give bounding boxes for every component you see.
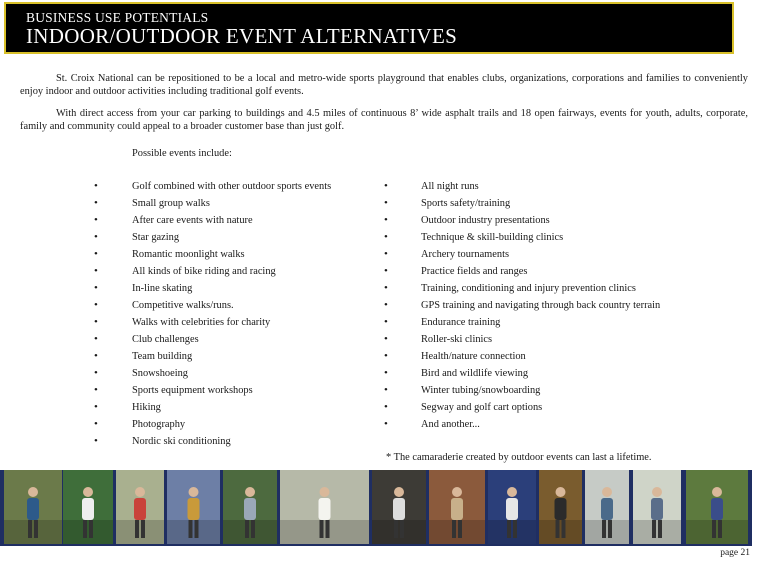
photo-workshop — [429, 470, 485, 544]
event-right-item-label: Bird and wildlife viewing — [421, 368, 529, 379]
photo-garden-couple — [4, 470, 62, 544]
bullet-icon: • — [94, 231, 98, 243]
event-left-item-label: Photography — [132, 419, 186, 430]
photo-nordic-walkers — [167, 470, 220, 544]
event-left-item-label: Small group walks — [132, 198, 210, 209]
event-right-item-label: And another... — [421, 419, 480, 430]
bullet-icon: • — [384, 197, 388, 209]
bullet-icon: • — [384, 350, 388, 362]
bullet-icon: • — [94, 197, 98, 209]
event-right-item-label: GPS training and navigating through back country terrain — [421, 300, 661, 311]
event-left-item-label: In-line skating — [132, 283, 193, 294]
footnote: * The camaraderie created by outdoor events can last a lifetime. — [386, 452, 652, 463]
event-right-item-label: Practice fields and ranges — [421, 266, 528, 277]
bullet-icon: • — [384, 418, 388, 430]
event-left-item-label: Romantic moonlight walks — [132, 249, 245, 260]
event-right-item-label: Archery tournaments — [421, 249, 510, 260]
event-left-item-label: All kinds of bike riding and racing — [132, 266, 276, 277]
event-left-item-label: Walks with celebrities for charity — [132, 317, 271, 328]
event-left-item-label: Sports equipment workshops — [132, 385, 253, 396]
events-intro-label: Possible events include: — [132, 148, 232, 159]
title-banner — [4, 2, 734, 54]
event-left-item-label: Nordic ski conditioning — [132, 436, 231, 447]
event-left-item-label: Club challenges — [132, 334, 199, 345]
bullet-icon: • — [384, 231, 388, 243]
bullet-icon: • — [94, 384, 98, 396]
event-left-item-label: After care events with nature — [132, 215, 253, 226]
bullet-icon: • — [384, 316, 388, 328]
bullet-icon: • — [94, 350, 98, 362]
bullet-icon: • — [384, 248, 388, 260]
event-right-item-label: Roller-ski clinics — [421, 334, 493, 345]
bullet-icon: • — [94, 401, 98, 413]
photo-hiker — [223, 470, 277, 544]
event-right-item-label: Segway and golf cart options — [421, 402, 543, 413]
bullet-icon: • — [384, 384, 388, 396]
event-left-item-label: Star gazing — [132, 232, 180, 243]
bullet-icon: • — [94, 282, 98, 294]
event-right-item-label: Technique & skill-building clinics — [421, 232, 564, 243]
photo-segway — [686, 470, 748, 544]
event-right-item-label: Training, conditioning and injury prevention clinics — [421, 283, 636, 294]
event-left-item-label: Team building — [132, 351, 193, 362]
bullet-icon: • — [94, 299, 98, 311]
event-left-item-label: Hiking — [132, 402, 161, 413]
event-right-item-label: Winter tubing/snowboarding — [421, 385, 541, 396]
bullet-icon: • — [94, 265, 98, 277]
intro-paragraph: St. Croix National can be repositioned to be a local and metro-wide sports playground that enables clubs, organizations, corporations and families to conveniently enjoy indoor and outdoor activities including traditional golf events. — [20, 73, 748, 97]
photo-runner — [372, 470, 426, 544]
bullet-icon: • — [94, 367, 98, 379]
bullet-icon: • — [384, 401, 388, 413]
access-paragraph: With direct access from your car parking to buildings and 4.5 miles of continuous 8’ wide asphalt trails and 18 open fairways, events for youth, adults, corporate, family and community could appeal to a broader customer base than just golf. — [20, 108, 748, 132]
bullet-icon: • — [384, 265, 388, 277]
event-left-item-label: Competitive walks/runs. — [132, 300, 234, 311]
bullet-icon: • — [384, 282, 388, 294]
bullet-icon: • — [94, 316, 98, 328]
page-title: INDOOR/OUTDOOR EVENT ALTERNATIVES — [26, 24, 458, 48]
bullet-icon: • — [94, 180, 98, 192]
photo-golfer — [63, 470, 113, 544]
photo-bike-family — [116, 470, 164, 544]
event-right-item-label: Endurance training — [421, 317, 501, 328]
photo-wedding-couple — [280, 470, 369, 544]
photo-trail-walker — [585, 470, 629, 544]
photo-kids-trail — [633, 470, 681, 544]
bullet-icon: • — [94, 333, 98, 345]
page-number: page 21 — [720, 548, 750, 558]
bullet-icon: • — [94, 214, 98, 226]
bullet-icon: • — [384, 180, 388, 192]
photo-skaters — [488, 470, 536, 544]
bullet-icon: • — [94, 418, 98, 430]
photo-archer — [539, 470, 582, 544]
bullet-icon: • — [384, 367, 388, 379]
bullet-icon: • — [384, 299, 388, 311]
event-right-item-label: Outdoor industry presentations — [421, 215, 550, 226]
event-right-item-label: Health/nature connection — [421, 351, 526, 362]
bullet-icon: • — [94, 435, 98, 447]
event-right-item-label: Sports safety/training — [421, 198, 511, 209]
section-subtitle: BUSINESS USE POTENTIALS — [26, 10, 209, 25]
bullet-icon: • — [384, 214, 388, 226]
event-right-item-label: All night runs — [421, 181, 479, 192]
event-left-item-label: Golf combined with other outdoor sports events — [132, 181, 332, 192]
bullet-icon: • — [94, 248, 98, 260]
event-left-item-label: Snowshoeing — [132, 368, 188, 379]
bullet-icon: • — [384, 333, 388, 345]
